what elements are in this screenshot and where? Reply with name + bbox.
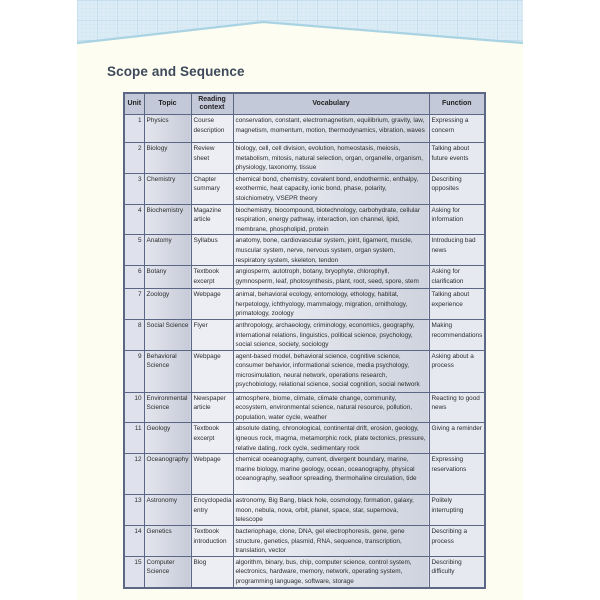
reading-context-cell: Syllabus (191, 235, 233, 266)
function-cell: Politely interrupting (429, 495, 485, 526)
vocabulary-cell: biochemistry, biocompound, biotechnology, carbohydrate, cellular respiration, energy pathway, interaction, ion channel, lipid, membrane, phospholipid, protein (233, 204, 429, 235)
vocabulary-cell: chemical bond, chemistry, covalent bond, endothermic, enthalpy, exothermic, heat capacity, ionic bond, phase, polarity, stoichiometry, VSEPR theory (233, 173, 429, 204)
reading-context-cell: Encyclopedia entry (191, 495, 233, 526)
topic-cell: Computer Science (144, 556, 191, 587)
unit-cell: 1 (124, 115, 144, 143)
table-row (124, 173, 485, 204)
function-cell: Asking for information (429, 204, 485, 235)
function-cell: Expressing a concern (429, 115, 485, 143)
scope-and-sequence-table (123, 92, 486, 589)
column-header-unit: Unit (124, 93, 144, 115)
reading-context-cell: Review sheet (191, 143, 233, 174)
unit-cell: 12 (124, 454, 144, 495)
table-row (124, 392, 485, 423)
function-cell: Describing opposites (429, 173, 485, 204)
table-row (124, 495, 485, 526)
function-cell: Introducing bad news (429, 235, 485, 266)
function-cell: Giving a reminder (429, 423, 485, 454)
reading-context-cell: Chapter summary (191, 173, 233, 204)
topic-cell: Genetics (144, 526, 191, 557)
topic-cell: Anatomy (144, 235, 191, 266)
table-row (124, 319, 485, 350)
vocabulary-cell: conservation, constant, electromagnetism, equilibrium, gravity, law, magnetism, momentum, motion, thermodynamics, vibration, waves (233, 115, 429, 143)
topic-cell: Social Science (144, 319, 191, 350)
table-row (124, 235, 485, 266)
topic-cell: Behavioral Science (144, 350, 191, 392)
reading-context-cell: Textbook excerpt (191, 266, 233, 289)
table-row (124, 423, 485, 454)
vocabulary-cell: bacteriophage, clone, DNA, gel electrophoresis, gene, gene structure, genetics, plasmid, RNA, sequence, transcription, translation, vector (233, 526, 429, 557)
function-cell: Describing difficulty (429, 556, 485, 587)
page-title: Scope and Sequence (107, 64, 245, 79)
column-header-topic: Topic (144, 93, 191, 115)
table-row (124, 266, 485, 289)
function-cell: Asking for clarification (429, 266, 485, 289)
topic-cell: Zoology (144, 289, 191, 320)
table-row (124, 350, 485, 392)
unit-cell: 6 (124, 266, 144, 289)
reading-context-cell: Blog (191, 556, 233, 587)
topic-cell: Astronomy (144, 495, 191, 526)
graph-paper-header-decoration (77, 0, 523, 46)
reading-context-cell: Magazine article (191, 204, 233, 235)
function-cell: Asking about a process (429, 350, 485, 392)
table-row (124, 526, 485, 557)
unit-cell: 11 (124, 423, 144, 454)
column-header-vocabulary: Vocabulary (233, 93, 429, 115)
column-header-function: Function (429, 93, 485, 115)
unit-cell: 9 (124, 350, 144, 392)
unit-cell: 14 (124, 526, 144, 557)
reading-context-cell: Webpage (191, 454, 233, 495)
reading-context-cell: Webpage (191, 289, 233, 320)
table-row (124, 289, 485, 320)
table-row (124, 204, 485, 235)
vocabulary-cell: absolute dating, chronological, continental drift, erosion, geology, igneous rock, magma, metamorphic rock, plate tectonics, pressure, relative dating, rock cycle, sedimentary rock (233, 423, 429, 454)
unit-cell: 2 (124, 143, 144, 174)
vocabulary-cell: agent-based model, behavioral science, cognitive science, consumer behavior, informational science, media psychology, microsimulation, neural network, operations research, psychobiology, relational science, social cognition, social network (233, 350, 429, 392)
vocabulary-cell: anatomy, bone, cardiovascular system, joint, ligament, muscle, muscular system, nerve, nervous system, organ system, respiratory system, skeleton, tendon (233, 235, 429, 266)
unit-cell: 5 (124, 235, 144, 266)
reading-context-cell: Webpage (191, 350, 233, 392)
document-page (77, 0, 523, 600)
function-cell: Talking about experience (429, 289, 485, 320)
unit-cell: 7 (124, 289, 144, 320)
unit-cell: 4 (124, 204, 144, 235)
topic-cell: Biology (144, 143, 191, 174)
topic-cell: Botany (144, 266, 191, 289)
table-row (124, 454, 485, 495)
table-row (124, 556, 485, 587)
reading-context-cell: Course description (191, 115, 233, 143)
reading-context-cell: Newspaper article (191, 392, 233, 423)
unit-cell: 10 (124, 392, 144, 423)
table-row (124, 143, 485, 174)
vocabulary-cell: astronomy, Big Bang, black hole, cosmology, formation, galaxy, moon, nebula, nova, orbit, planet, space, star, supernova, telescope (233, 495, 429, 526)
reading-context-cell: Textbook introduction (191, 526, 233, 557)
vocabulary-cell: animal, behavioral ecology, entomology, ethology, habitat, herpetology, ichthyology, mammalogy, migration, ornithology, primatology, zoology (233, 289, 429, 320)
function-cell: Expressing reservations (429, 454, 485, 495)
topic-cell: Oceanography (144, 454, 191, 495)
table-header-row (124, 93, 485, 115)
vocabulary-cell: angiosperm, autotroph, botany, bryophyte, chlorophyll, gymnosperm, leaf, photosynthesis, plant, root, seed, spore, stem (233, 266, 429, 289)
vocabulary-cell: anthropology, archaeology, criminology, economics, geography, international relations, linguistics, political science, psychology, social science, society, sociology (233, 319, 429, 350)
vocabulary-cell: chemical oceanography, current, divergent boundary, marine, marine biology, marine geology, ocean, oceanography, physical oceanography, seafloor spreading, thermohaline circulation, tide (233, 454, 429, 495)
reading-context-cell: Textbook excerpt (191, 423, 233, 454)
topic-cell: Physics (144, 115, 191, 143)
function-cell: Reacting to good news (429, 392, 485, 423)
topic-cell: Geology (144, 423, 191, 454)
reading-context-cell: Flyer (191, 319, 233, 350)
topic-cell: Environmental Science (144, 392, 191, 423)
vocabulary-cell: atmosphere, biome, climate, climate change, community, ecosystem, environmental science, natural resource, pollution, population, water cycle, weather (233, 392, 429, 423)
unit-cell: 13 (124, 495, 144, 526)
function-cell: Making recommendations (429, 319, 485, 350)
function-cell: Talking about future events (429, 143, 485, 174)
vocabulary-cell: biology, cell, cell division, evolution, homeostasis, meiosis, metabolism, mitosis, natural selection, organ, organelle, organism, physiology, taxonomy, tissue (233, 143, 429, 174)
function-cell: Describing a process (429, 526, 485, 557)
column-header-reading-context: Reading context (191, 93, 233, 115)
topic-cell: Biochemistry (144, 204, 191, 235)
vocabulary-cell: algorithm, binary, bus, chip, computer science, control system, electronics, hardware, memory, network, operating system, programming language, software, storage (233, 556, 429, 587)
table-row (124, 115, 485, 143)
topic-cell: Chemistry (144, 173, 191, 204)
unit-cell: 3 (124, 173, 144, 204)
unit-cell: 15 (124, 556, 144, 587)
unit-cell: 8 (124, 319, 144, 350)
